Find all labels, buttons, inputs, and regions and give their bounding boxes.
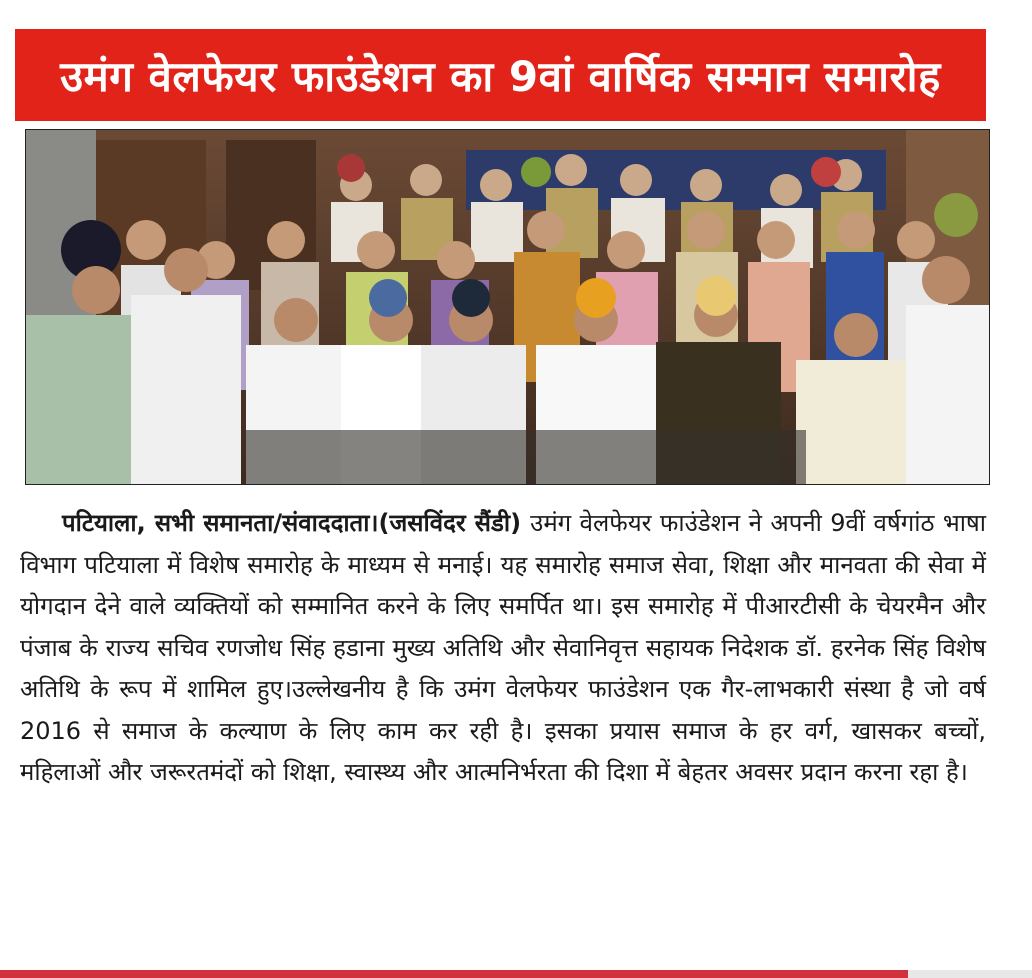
group-photo xyxy=(25,129,990,485)
article-body: उमंग वेलफेयर फाउंडेशन ने अपनी 9वीं वर्षगांठ भाषा विभाग पटियाला में विशेष समारोह के माध्यम से मनाई। यह समारोह समाज सेवा, शिक्षा और मानवता की सेवा में योगदान देने वाले व्यक्तियों को सम्मानित करने के लिए समर्पित था। इस समारोह में पीआरटीसी के चेयरमैन और पंजाब के राज्य सचिव रणजोध सिंह हडाना मुख्य अतिथि और सेवानिवृत्त सहायक निदेशक डॉ. हरनेक सिंह विशेष अतिथि के रूप में शामिल हुए।उल्लेखनीय है कि उमंग वेलफेयर फाउंडेशन एक गैर-लाभकारी संस्था है जो वर्ष 2016 से समाज के कल्याण के लिए काम कर रही है। इसका प्रयास समाज के हर वर्ग, खासकर बच्चों, महिलाओं और जरूरतमंदों को शिक्षा, स्वास्थ्य और आत्मनिर्भरता की दिशा में बेहतर अवसर प्रदान करना रहा है। xyxy=(20,509,986,786)
headline-text: उमंग वेलफेयर फाउंडेशन का 9वां वार्षिक सम्मान समारोह xyxy=(60,51,941,101)
article-text xyxy=(20,503,986,794)
group-photo-illustration xyxy=(26,130,989,484)
headline-banner xyxy=(15,29,986,121)
dateline: पटियाला, सभी समानता/संवाददाता।(जसविंदर सैंडी) xyxy=(62,509,531,537)
bottom-rule xyxy=(0,970,1032,978)
